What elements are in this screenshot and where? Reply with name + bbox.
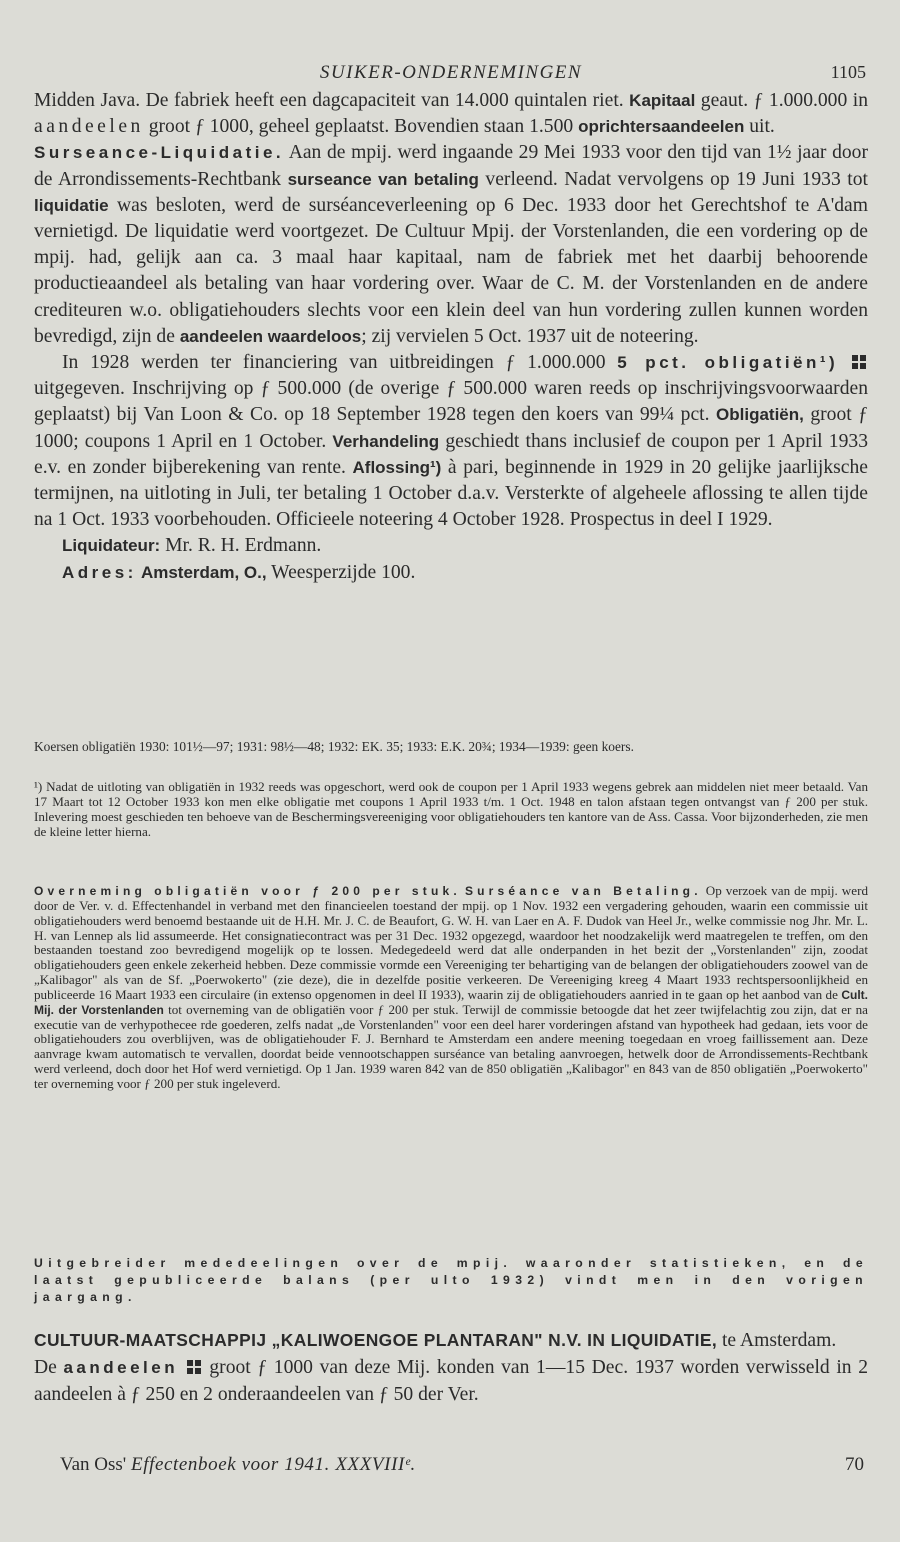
main-text — [34, 88, 868, 586]
oblig-text-1: In 1928 werden ter financiering van uitbreidingen ƒ 1.000.000 — [62, 352, 618, 374]
company-heading: CULTUUR-MAATSCHAPPIJ „KALIWOENGOE PLANTARAN" N.V. IN LIQUIDATIE, — [34, 1330, 718, 1350]
surseance-bold: surseance van betaling — [287, 169, 479, 189]
adres-label: Adres: — [62, 562, 137, 582]
publisher: Van Oss' — [60, 1454, 127, 1475]
aflossing-bold: Aflossing¹) — [352, 457, 442, 477]
adres-city: Amsterdam, O., — [136, 562, 267, 582]
adres-street: Weesperzijde 100. — [266, 561, 416, 583]
surseance-text-4: ; zij vervielen 5 Oct. 1937 uit de noteering. — [361, 325, 699, 347]
four-squares-icon — [187, 1360, 201, 1374]
paragraph-obligaties — [34, 350, 868, 533]
surseance-text-1: Aan de mpij. werd ingaande 29 Mei 1933 voor den tijd van 1½ jaar door de Arrondissements-Rechtbank — [34, 142, 868, 190]
publication — [60, 1454, 416, 1476]
company-text-1: De — [34, 1357, 64, 1378]
cult-mij-bold: Cult. Mij. der Vorstenlanden — [34, 987, 868, 1017]
oprichters-label: oprichtersaandeelen — [578, 117, 745, 137]
liquidateur-name: Mr. R. H. Erdmann. — [160, 535, 322, 557]
section-title: SUIKER-ONDERNEMINGEN — [319, 62, 583, 83]
running-head — [36, 60, 866, 88]
company-text-2: groot ƒ 1000 van deze Mij. konden van 1—15 Dec. 1937 worden verwisseld in 2 aandeelen à ƒ 250 en 2 onderaandeelen van ƒ 50 der Ver. — [34, 1357, 868, 1405]
uitgebreider-note: Uitgebreider mededeelingen over de mpij. waaronder statistieken, en de laatst gepubliceerde balans (per ulto 1932) vindt men in den vorigen jaargang. — [34, 1256, 868, 1304]
overname-title-2: Surséance van Betaling. — [464, 884, 702, 898]
page-number: 1105 — [830, 62, 866, 82]
company-entry — [34, 1327, 868, 1408]
oblig-text-2: uitgegeven. Inschrijving op ƒ 500.000 (de overige ƒ 500.000 waren reeds op inschrijvingsvoorwaarden geplaatst) bij Van Loon & Co. op 18 September 1928 tegen den koers van 99¼ pct. — [34, 378, 868, 426]
paragraph-capacity — [34, 88, 868, 140]
kapitaal-text-2: groot ƒ 1000, geheel geplaatst. Bovendien staan 1.500 — [143, 116, 579, 138]
verhandeling-bold: Verhandeling — [332, 431, 440, 451]
surseance-text-3: was besloten, werd de surséanceverleening op 6 Dec. 1933 door het Gerechtshof te A'dam vernietigd. De liquidatie werd voortgezet. De Cultuur Mpij. der Vorstenlanden, die een vordering op de mpij. had, gelijk aan ca. 3 maal haar kapitaal, nam de fabriek met het daarbij behoorende productieaandeel als betaling van haar vordering over. Waar de C. M. der Vorstenlanden en de andere crediteuren w.o. obligatiehouders slechts voor een klein deel van hun vordering zullen kunnen worden bevredigd, zijn de — [34, 194, 868, 347]
capacity-text: Midden Java. De fabriek heeft een dagcapaciteit van 14.000 quintalen riet. — [34, 90, 624, 111]
company-aandeelen-spaced: aandeelen — [63, 1358, 179, 1377]
footnote — [34, 780, 868, 840]
overname-paragraph — [34, 884, 868, 1092]
book-title: Effectenboek voor 1941. XXXVIIIᵉ. — [130, 1454, 416, 1475]
liquidatie-bold: liquidatie — [34, 195, 109, 215]
footer-page-number: 70 — [845, 1454, 864, 1475]
oblig-text-5: à pari, beginnende in 1929 in 20 gelijke jaarlijksche termijnen, na uitloting in Juli, ter betaling 1 October d.a.v. Versterkte of algeheele aflossing te allen tijde na 1 Oct. 1933 voorbehouden. Officieele noteering 4 October 1928. Prospectus in deel I 1929. — [34, 456, 868, 531]
company-location: te Amsterdam. — [717, 1330, 837, 1351]
kapitaal-text-3: uit. — [744, 116, 775, 138]
oblig-text-3: groot ƒ 1000; coupons 1 April en 1 October. — [34, 404, 869, 452]
surseance-text-2: verleend. Nadat vervolgens op 19 Juni 1933 tot — [478, 168, 868, 190]
paragraph-surseance — [34, 140, 868, 350]
liquidateur-label: Liquidateur: — [62, 536, 161, 556]
waardeloos-bold: aandeelen waardeloos — [179, 326, 362, 346]
kapitaal-text-1: geaut. ƒ 1.000.000 in — [695, 90, 869, 111]
four-squares-icon — [852, 355, 866, 369]
obligatien-spaced: 5 pct. obligatiën¹) — [617, 353, 839, 373]
kapitaal-label: Kapitaal — [629, 91, 696, 110]
overname-text-2: tot overneming van de obligatiën voor ƒ 200 per stuk. Terwijl de commissie betoogde dat het zeer twijfelachtig zou zijn, dat er na executie van de verhypothecee rde goederen, zelfs nadat „de Vorstenlanden" voor een deel harer vorderingen afstand van hypotheek had gedaan, iets voor de obligatiehouders zou overblijven, was de obligatiehouder F. J. Bernhard te Amsterdam een andere meening toegedaan en vroeg faillissement aan. Deze aanvrage kwam automatisch te vervallen, doordat beide vennootschappen surséance van betaling aanvroegen, hetwelk door de Arrondissements-Rechtbank werd verleend, doch door het Hof werd vernietigd. Op 1 Jan. 1939 waren 842 van de 850 obligatiën „Kalibagor" en 843 van de 850 obligatiën „Poerwokerto" ter overneming voor ƒ 200 per stuk ingeleverd. — [34, 1001, 868, 1091]
liquidateur-line — [34, 533, 868, 559]
surseance-label: Surseance-Liquidatie. — [34, 143, 285, 163]
overname-title-1: Overneming obligatiën voor ƒ 200 per stuk. — [34, 884, 461, 898]
footnote-text: ¹) Nadat de uitloting van obligatiën in 1932 reeds was opgeschort, werd ook de coupon per 1 April 1933 wegens gebrek aan middelen niet meer betaald. Van 17 Maart tot 12 October 1933 kon men elke obligatie met coupons 1 April 1933 t/m. 1 Oct. 1948 en talon afstaan tegen ontvangst van ƒ 200 per stuk. Inlevering moest geschieden ten behoeve van de Beschermingsvereeniging voor obligatiehouders ten kantore van de Ass. Cassa. Voor bijzonderheden, zie men de kleine letter hierna. — [34, 779, 868, 839]
obligatien-bold: Obligatiën, — [716, 405, 804, 425]
overname-section — [34, 884, 868, 1092]
koersen-line: Koersen obligatiën 1930: 101½—97; 1931: 98½—48; 1932: EK. 35; 1933: E.K. 20¾; 1934—1939: geen koers. — [34, 739, 634, 754]
aandeelen-spaced: aandeelen — [34, 116, 144, 138]
overname-text-1: Op verzoek van de mpij. werd door de Ver. v. d. Effectenhandel in verband met den financieelen toestand der mpij. op 1 Nov. 1932 een vergadering gehouden, waarin een commissie uit obligatiehouders werd benoemd bestaande uit de H.H. Mr. J. C. de Beaufort, G. W. H. van Laer en A. F. Dudok van Heel Jr., welke commissie nog Jhr. Mr. L. H. van Lennep als lid assumeerde. Het consignatiecontract was per 31 Dec. 1932 opgezegd, waardoor het noodzakelijk werd maatregelen te treffen, om den bestaanden toestand zoo bevredigend mogelijk op te lossen. Medegedeeld werd dat alle onderpanden in het bezit der „Vorstenlanden" zijn, zoodat obligatiehouders geen enkele zekerheid hebben. Deze commissie vormde een Vereeniging ter behartiging van de belangen der obligatiehouders zoowel van de „Kalibagor" als van de Sf. „Poerwokerto" (zie deze), die in dezelfde positie verkeeren. De Vereeniging kreeg 4 Maart 1933 rechtspersoonlijkheid en publiceerde 16 Maart 1933 een circulaire (in extenso opgenomen in deel II 1933), waarin zij de obligatiehouders aanried in te gaan op het aanbod van de — [34, 883, 868, 1002]
company-heading-line — [34, 1327, 868, 1354]
oblig-text-4: geschiedt thans inclusief de coupon per 1 April 1933 e.v. en zonder bijberekening van rente. — [34, 430, 868, 478]
adres-line — [34, 560, 868, 586]
company-shares — [34, 1354, 868, 1408]
